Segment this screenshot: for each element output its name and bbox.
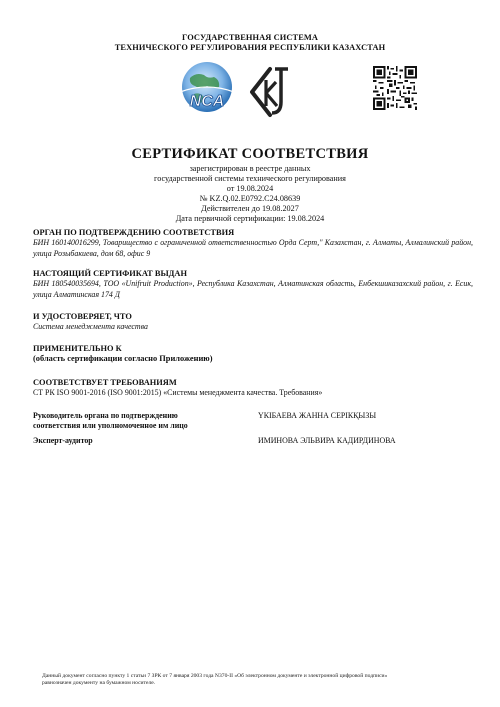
certificate-number: № KZ.Q.02.E0792.C24.08639 xyxy=(199,194,301,203)
section-organ-title: ОРГАН ПО ПОДТВЕРЖДЕНИЮ СООТВЕТСТВИЯ xyxy=(33,228,235,237)
registration-date: от 19.08.2024 xyxy=(226,184,274,193)
section-certifies-body: Система менеджмента качества xyxy=(33,322,148,331)
legal-footer xyxy=(42,673,462,687)
first-certification-date: Дата первичной сертификации: 19.08.2024 xyxy=(175,214,325,223)
signature-head-label-line-1: Руководитель органа по подтверждению xyxy=(33,411,178,420)
section-organ-body: БИН 160140016299, Товарищество с ограниченной ответственностью Орда Серт," Казахстан, г. Алматы, Алмалинский район, улица Розыбакиева, дом 68, офис 9 xyxy=(33,238,473,258)
signature-head-name: ҮКІБАЕВА ЖАННА СЕРІКҚЫЗЫ xyxy=(258,411,377,420)
legal-footer-line-1: Данный документ согласно пункту 1 статьи 7 ЗРК от 7 января 2003 года N370-II «Об электронном документе и электронной цифровой подписи» xyxy=(42,673,388,679)
header-line-1: ГОСУДАРСТВЕННАЯ СИСТЕМА xyxy=(181,33,319,42)
section-organ xyxy=(33,228,473,259)
valid-until: Действителен до 19.08.2027 xyxy=(201,204,299,213)
registration-line-1: зарегистрирован в реестре данных xyxy=(189,164,311,173)
section-issued-to-title: НАСТОЯЩИЙ СЕРТИФИКАТ ВЫДАН xyxy=(33,269,187,278)
section-requirements-title: СООТВЕТСТВУЕТ ТРЕБОВАНИЯМ xyxy=(33,378,177,387)
qr-code xyxy=(373,66,417,110)
nca-logo-text: NCA xyxy=(189,93,225,110)
kz-conformity-mark-icon xyxy=(248,66,293,118)
certificate-title: СЕРТИФИКАТ СООТВЕТСТВИЯ xyxy=(131,146,369,162)
signature-expert-label: Эксперт-аудитор xyxy=(33,436,93,445)
signature-head-label-line-2: соответствия или уполномоченное им лицо xyxy=(33,421,188,430)
header-line-2: ТЕХНИЧЕСКОГО РЕГУЛИРОВАНИЯ РЕСПУБЛИКИ КАЗАХСТАН xyxy=(114,43,386,52)
document-header xyxy=(0,33,500,53)
section-certifies xyxy=(33,312,473,333)
section-issued-to xyxy=(33,269,473,300)
section-applicable-subtitle: (область сертификации согласно Приложению) xyxy=(33,354,213,363)
section-requirements-body: СТ РК ISO 9001-2016 (ISO 9001:2015) «Системы менеджмента качества. Требования» xyxy=(33,388,323,397)
section-issued-to-body: БИН 180540035694, ТОО «Unifruit Production», Республика Казахстан, Алматинская область, Енбекшиказахский район, г. Есик, улица Алматинская 174 Д xyxy=(33,279,473,299)
section-applicable xyxy=(33,344,473,364)
section-requirements xyxy=(33,378,473,398)
section-certifies-title: И УДОСТОВЕРЯЕТ, ЧТО xyxy=(33,312,132,321)
signature-head-label xyxy=(33,411,233,431)
nca-logo xyxy=(172,60,242,120)
registration-block xyxy=(0,164,500,224)
signature-expert-name: ИМИНОВА ЭЛЬВИРА КАДИРДИНОВА xyxy=(258,436,396,445)
section-applicable-title: ПРИМЕНИТЕЛЬНО К xyxy=(33,344,122,353)
registration-line-2: государственной системы технического регулирования xyxy=(154,174,346,183)
legal-footer-line-2: равнозначен документу на бумажном носителе. xyxy=(42,680,156,686)
